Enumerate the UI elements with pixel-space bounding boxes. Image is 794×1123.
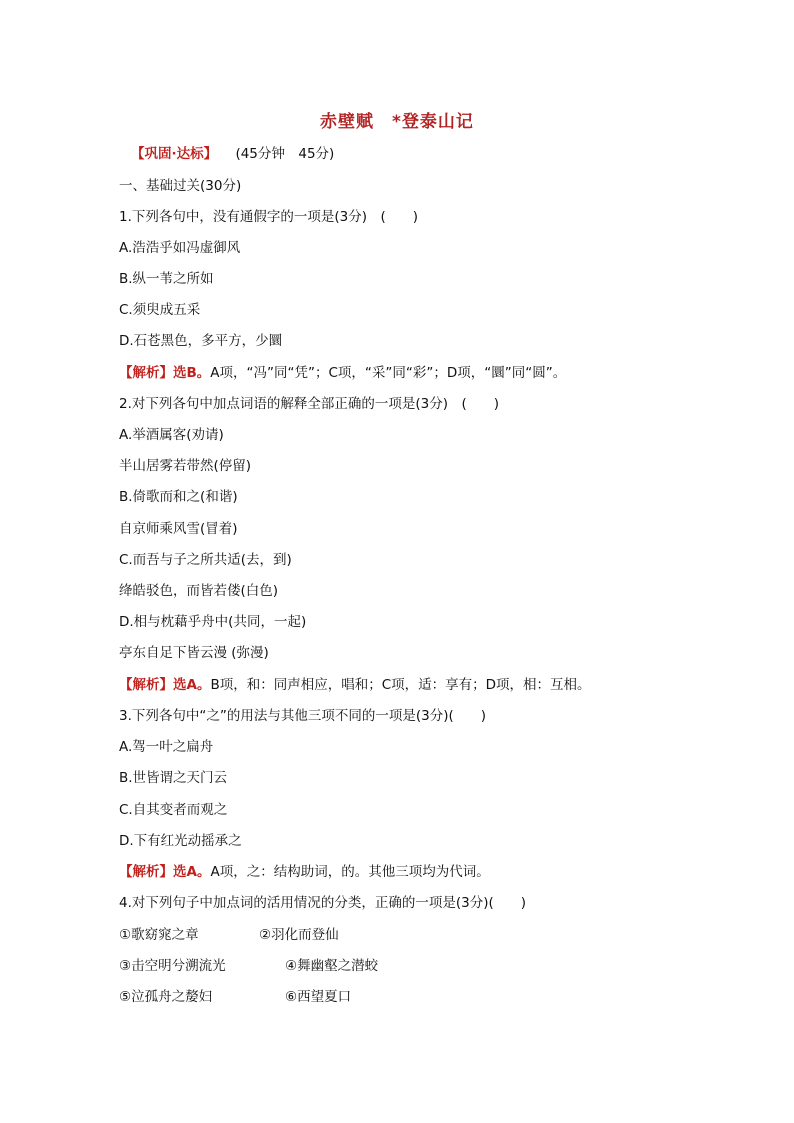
- answer-tag: 【解析】: [119, 864, 173, 880]
- part-heading: 一、基础过关(30分): [119, 178, 242, 194]
- q3-answer: [119, 863, 490, 881]
- q3-stem: 3.下列各句中“之”的用法与其他三项不同的一项是(3分)( ): [119, 708, 487, 724]
- section-time: (45分钟 45分): [235, 146, 335, 162]
- q2-option-b1: B.倚歌而和之(和谐): [119, 489, 238, 505]
- q2-answer: [119, 676, 591, 694]
- q2-option-b2: 自京师乘风雪(冒着): [119, 521, 238, 537]
- answer-choice: 选A。: [173, 864, 211, 880]
- section-header: [131, 145, 334, 163]
- q1-answer: [119, 364, 566, 382]
- q1-stem: 1.下列各句中，没有通假字的一项是(3分) ( ): [119, 209, 419, 225]
- answer-text: A项，之：结构助词，的。其他三项均为代词。: [210, 864, 490, 880]
- q2-stem: 2.对下列各句中加点词语的解释全部正确的一项是(3分) ( ): [119, 396, 500, 412]
- q4-items-row-2: [119, 957, 379, 975]
- q4-items-row-1: [119, 926, 339, 944]
- q1-option-c: C.须臾成五采: [119, 302, 201, 318]
- q3-option-b: B.世皆谓之天门云: [119, 770, 228, 786]
- answer-choice: 选B。: [173, 365, 211, 381]
- q2-option-d2: 亭东自足下皆云漫 (弥漫): [119, 645, 269, 661]
- q4-item-5: ⑤泣孤舟之嫠妇: [119, 989, 213, 1005]
- q3-option-c: C.自其变者而观之: [119, 802, 228, 818]
- q1-option-a: A.浩浩乎如冯虚御风: [119, 240, 241, 256]
- answer-tag: 【解析】: [119, 365, 173, 381]
- page-title: 赤壁赋 *登泰山记: [320, 112, 474, 132]
- q2-option-a2: 半山居雾若带然(停留): [119, 458, 252, 474]
- q4-item-6: ⑥西望夏口: [285, 989, 352, 1005]
- q4-item-3: ③击空明兮溯流光: [119, 958, 226, 974]
- q3-option-a: A.驾一叶之扁舟: [119, 739, 214, 755]
- section-tag: 【巩固·达标】: [131, 146, 218, 162]
- answer-text: A项，“冯”同“凭”；C项，“采”同“彩”；D项，“圜”同“圆”。: [210, 365, 567, 381]
- q1-option-b: B.纵一苇之所如: [119, 271, 214, 287]
- answer-text: B项，和：同声相应，唱和；C项，适：享有；D项，相：互相。: [210, 677, 591, 693]
- q2-option-a1: A.举酒属客(劝请): [119, 427, 224, 443]
- q4-item-4: ④舞幽壑之潜蛟: [285, 958, 379, 974]
- q2-option-d1: D.相与枕藉乎舟中(共同，一起): [119, 614, 307, 630]
- q4-items-row-3: [119, 988, 352, 1006]
- q4-item-1: ①歌窈窕之章: [119, 927, 199, 943]
- q4-item-2: ②羽化而登仙: [259, 927, 339, 943]
- q3-option-d: D.下有红光动摇承之: [119, 833, 242, 849]
- answer-tag: 【解析】: [119, 677, 173, 693]
- answer-choice: 选A。: [173, 677, 211, 693]
- q4-stem: 4.对下列句子中加点词的活用情况的分类，正确的一项是(3分)( ): [119, 895, 527, 911]
- q1-option-d: D.石苍黑色，多平方，少圜: [119, 333, 283, 349]
- q2-option-c2: 绛皓驳色，而皆若偻(白色): [119, 583, 279, 599]
- q2-option-c1: C.而吾与子之所共适(去，到): [119, 552, 292, 568]
